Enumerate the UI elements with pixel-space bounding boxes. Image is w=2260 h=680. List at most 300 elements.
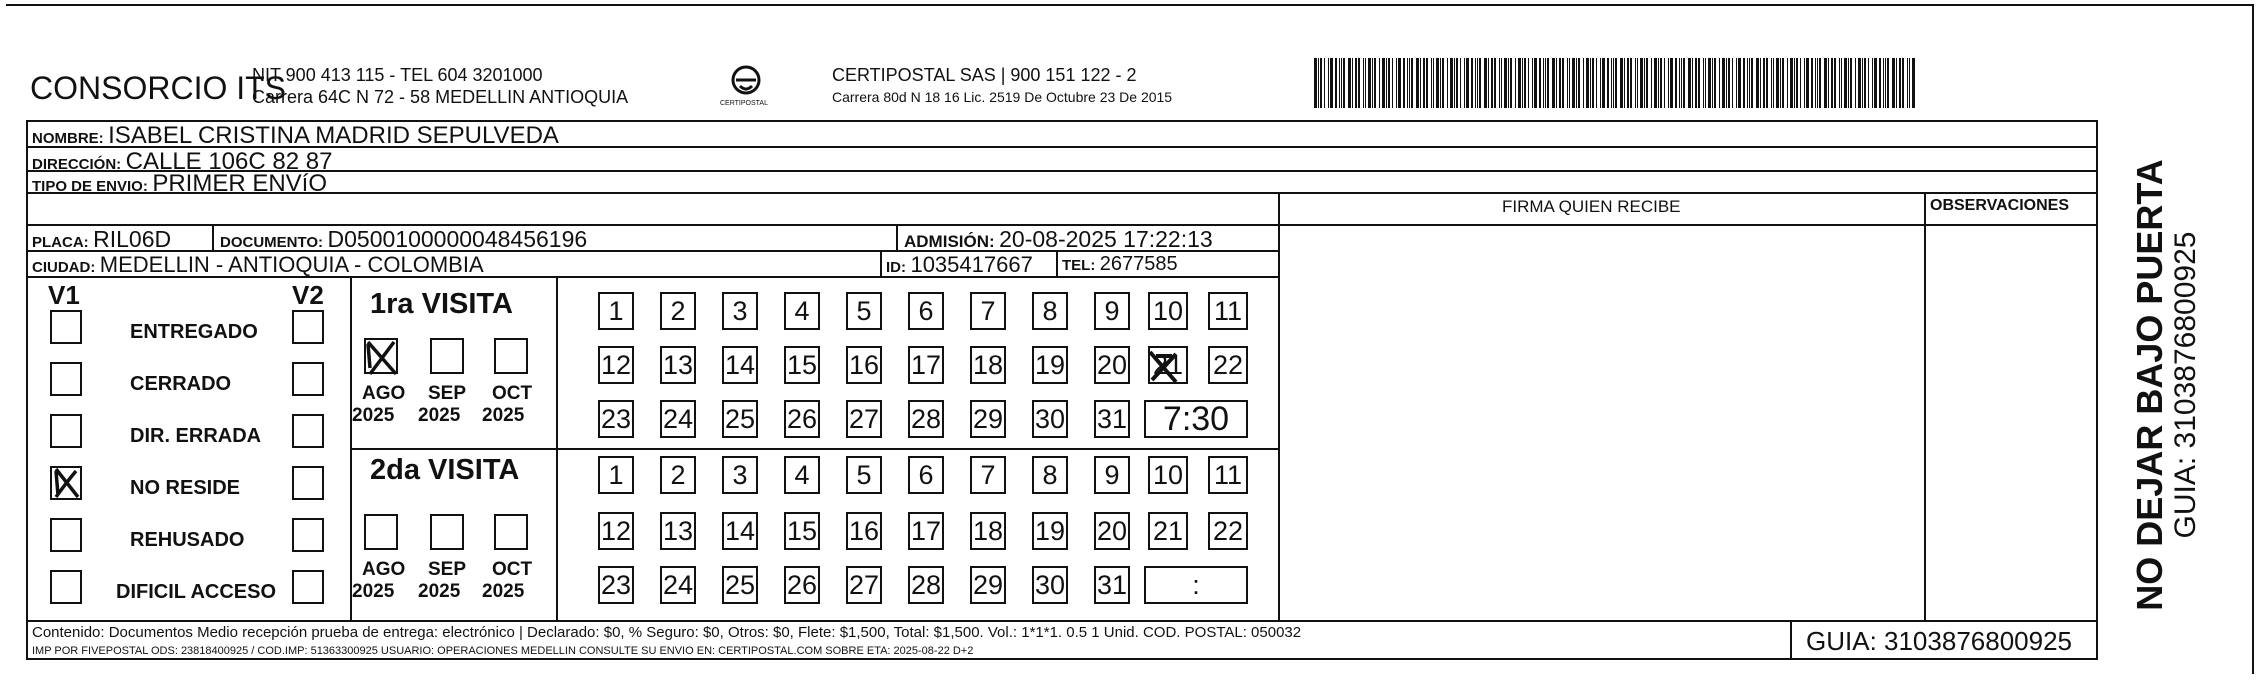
barcode-bar: [1440, 58, 1441, 108]
barcode-bar: [1409, 58, 1410, 108]
barcode-bar: [1607, 58, 1609, 108]
direccion-label: DIRECCIÓN:: [32, 156, 122, 173]
barcode-bar: [1637, 58, 1638, 108]
check-mark-no-reside: [50, 465, 84, 501]
v1-checkbox[interactable]: [50, 518, 82, 552]
day-box[interactable]: 31: [1094, 400, 1130, 438]
barcode-bar: [1528, 58, 1529, 108]
barcode-bar: [1534, 58, 1537, 108]
barcode-bar: [1912, 58, 1915, 108]
day-box[interactable]: 24: [660, 400, 696, 438]
barcode-bar: [1800, 58, 1801, 108]
day-box[interactable]: 2: [660, 292, 696, 330]
barcode-bar: [1899, 58, 1901, 108]
barcode-bar: [1794, 58, 1795, 108]
barcode-bar: [1392, 58, 1393, 108]
ciudad-value: MEDELLIN - ANTIOQUIA - COLOMBIA: [99, 252, 484, 277]
month-checkbox[interactable]: [494, 338, 528, 374]
v1-checkbox[interactable]: [50, 414, 82, 448]
barcode-bar: [1475, 58, 1476, 108]
barcode-bar: [1824, 58, 1827, 108]
barcode-bar: [1433, 58, 1434, 108]
day-box[interactable]: 21: [1148, 512, 1188, 550]
barcode-bar: [1436, 58, 1439, 108]
status-label: ENTREGADO: [130, 321, 258, 343]
barcode-bar: [1850, 58, 1852, 108]
barcode-bar: [1556, 58, 1557, 108]
v2-checkbox[interactable]: [292, 414, 324, 448]
day-box[interactable]: 13: [660, 512, 696, 550]
day-box[interactable]: 6: [908, 292, 944, 330]
observaciones-header: OBSERVACIONES: [1930, 197, 2069, 214]
barcode-bar: [1314, 58, 1317, 108]
day-box[interactable]: 6: [908, 456, 944, 494]
month-checkbox[interactable]: [494, 514, 528, 550]
v2-checkbox[interactable]: [292, 310, 324, 344]
barcode-bar: [1600, 58, 1601, 108]
barcode-bar: [1552, 58, 1555, 108]
barcode-bar: [1714, 58, 1716, 108]
barcode-bar: [1834, 58, 1836, 108]
v2-checkbox[interactable]: [292, 570, 324, 604]
day-box[interactable]: 14: [722, 346, 758, 384]
barcode-bar: [1864, 58, 1866, 108]
day-box[interactable]: 16: [846, 512, 882, 550]
day-box[interactable]: 20: [1094, 346, 1130, 384]
day-box[interactable]: 27: [846, 566, 882, 604]
barcode-bar: [1708, 58, 1711, 108]
barcode-bar: [1328, 58, 1329, 108]
barcode-bar: [1611, 58, 1612, 108]
barcode-bar: [1790, 58, 1793, 108]
barcode-bar: [1460, 58, 1461, 108]
footer-guia: GUIA: 3103876800925: [1806, 626, 2072, 656]
check-mark-ago: [362, 338, 402, 378]
barcode-bar: [1766, 58, 1768, 108]
barcode-bar: [1365, 58, 1366, 108]
barcode-bar: [1547, 58, 1549, 108]
barcode-bar: [1572, 58, 1575, 108]
day-box[interactable]: 5: [846, 292, 882, 330]
placa-label: PLACA:: [32, 234, 89, 251]
barcode-bar: [1407, 58, 1408, 108]
barcode-bar: [1499, 58, 1500, 108]
barcode-bar: [1817, 58, 1818, 108]
barcode-bar: [1488, 58, 1489, 108]
firma-header: FIRMA QUIEN RECIBE: [1502, 197, 1681, 216]
barcode-bar: [1747, 58, 1748, 108]
day-box[interactable]: 25: [722, 566, 758, 604]
barcode-bar: [1703, 58, 1704, 108]
certipostal-logo: [716, 62, 776, 114]
day-box[interactable]: 16: [846, 346, 882, 384]
day-box[interactable]: 10: [1148, 456, 1188, 494]
day-box[interactable]: 4: [784, 456, 820, 494]
barcode-bar: [1613, 58, 1614, 108]
barcode-bar: [1675, 58, 1677, 108]
certipostal-name: CERTIPOSTAL SAS | 900 151 122 - 2: [832, 65, 1137, 85]
day-box[interactable]: 13: [660, 346, 696, 384]
direccion-value: CALLE 106C 82 87: [125, 148, 333, 175]
v1-checkbox[interactable]: [50, 362, 82, 396]
barcode-bar: [1773, 58, 1774, 108]
barcode-bar: [1862, 58, 1863, 108]
barcode-bar: [1339, 58, 1340, 108]
barcode-bar: [1749, 58, 1750, 108]
barcode-bar: [1670, 58, 1673, 108]
side-warning: NO DEJAR BAJO PUERTA: [2129, 159, 2170, 611]
day-box[interactable]: 27: [846, 400, 882, 438]
day-box[interactable]: 10: [1148, 292, 1188, 330]
barcode-bar: [1782, 58, 1784, 108]
barcode-bar: [1831, 58, 1833, 108]
barcode-bar: [1379, 58, 1380, 108]
day-box[interactable]: 5: [846, 456, 882, 494]
barcode-bar: [1738, 58, 1741, 108]
month-label: AGO: [362, 383, 406, 404]
barcode-bar: [1654, 58, 1657, 108]
time-box[interactable]: :: [1144, 566, 1248, 604]
month-label: AGO: [362, 559, 406, 580]
barcode-bar: [1431, 58, 1432, 108]
barcode-bar: [1491, 58, 1493, 108]
company-name: CONSORCIO ITS: [30, 70, 287, 106]
barcode-bar: [1806, 58, 1809, 108]
barcode-bar: [1484, 58, 1487, 108]
logo-text: CERTIPOSTAL: [720, 100, 768, 107]
barcode: [1314, 58, 1928, 108]
certipostal-license: Carrera 80d N 18 16 Lic. 2519 De Octubre 23 De 2015: [832, 89, 1173, 105]
day-box[interactable]: 26: [784, 566, 820, 604]
barcode-bar: [1341, 58, 1342, 108]
barcode-bar: [1355, 58, 1357, 108]
barcode-bar: [1751, 58, 1753, 108]
barcode-bar: [1811, 58, 1813, 108]
day-box[interactable]: 28: [908, 400, 944, 438]
barcode-bar: [1479, 58, 1481, 108]
barcode-bar: [1855, 58, 1856, 108]
barcode-bar: [1804, 58, 1805, 108]
day-box[interactable]: 12: [598, 512, 634, 550]
barcode-bar: [1683, 58, 1685, 108]
company-address: Carrera 64C N 72 - 58 MEDELLIN ANTIOQUIA: [252, 87, 629, 107]
barcode-bar: [1719, 58, 1720, 108]
barcode-bar: [1681, 58, 1682, 108]
tipo-value: PRIMER ENVíO: [152, 170, 328, 197]
barcode-bar: [1398, 58, 1401, 108]
barcode-bar: [1841, 58, 1842, 108]
barcode-bar: [1705, 58, 1706, 108]
status-label: DIFICIL ACCESO: [116, 581, 277, 603]
barcode-bar: [1318, 58, 1319, 108]
barcode-bar: [1819, 58, 1821, 108]
day-box[interactable]: 31: [1094, 566, 1130, 604]
ciudad-row: [32, 254, 484, 276]
barcode-bar: [1368, 58, 1371, 108]
barcode-bar: [1848, 58, 1849, 108]
barcode-bar: [1760, 58, 1761, 108]
year-label: 2025: [352, 405, 395, 426]
barcode-bar: [1844, 58, 1847, 108]
barcode-bar: [1524, 58, 1526, 108]
year-label: 2025: [482, 581, 525, 602]
barcode-bar: [1688, 58, 1691, 108]
barcode-bar: [1658, 58, 1659, 108]
barcode-bar: [1330, 58, 1333, 108]
barcode-bar: [1583, 58, 1584, 108]
barcode-bar: [1442, 58, 1444, 108]
day-box[interactable]: 7: [970, 456, 1006, 494]
barcode-bar: [1858, 58, 1861, 108]
barcode-bar: [1494, 58, 1496, 108]
barcode-bar: [1651, 58, 1652, 108]
barcode-bar: [1456, 58, 1458, 108]
day-box[interactable]: 18: [970, 346, 1006, 384]
barcode-bar: [1620, 58, 1623, 108]
day-box[interactable]: 3: [722, 456, 758, 494]
side-guia: GUIA: 3103876800925: [2169, 231, 2202, 539]
day-box[interactable]: 9: [1094, 292, 1130, 330]
v2-checkbox[interactable]: [292, 466, 324, 500]
day-box[interactable]: 23: [598, 400, 634, 438]
barcode-bar: [1454, 58, 1455, 108]
barcode-bar: [1743, 58, 1745, 108]
barcode-bar: [1508, 58, 1509, 108]
barcode-bar: [1885, 58, 1886, 108]
barcode-bar: [1627, 58, 1629, 108]
placa-row: [32, 228, 171, 251]
v2-checkbox[interactable]: [292, 362, 324, 396]
barcode-bar: [1374, 58, 1376, 108]
month-label: SEP: [428, 383, 467, 404]
nombre-value: ISABEL CRISTINA MADRID SEPULVEDA: [108, 122, 559, 149]
day-box[interactable]: 22: [1208, 346, 1248, 384]
day-box[interactable]: 30: [1032, 566, 1068, 604]
day-box[interactable]: 28: [908, 566, 944, 604]
company-nit: NIT 900 413 115 - TEL 604 3201000: [252, 65, 543, 85]
barcode-bar: [1324, 58, 1325, 108]
barcode-bar: [1771, 58, 1772, 108]
barcode-bar: [1756, 58, 1759, 108]
barcode-bar: [1879, 58, 1881, 108]
time-box[interactable]: 7:30: [1144, 400, 1248, 438]
tel-label: TEL:: [1062, 257, 1096, 274]
barcode-bar: [1532, 58, 1533, 108]
barcode-bar: [1343, 58, 1345, 108]
v2-checkbox[interactable]: [292, 518, 324, 552]
first-visit-title: 1ra VISITA: [370, 288, 513, 320]
admision-row: [904, 228, 1213, 251]
barcode-bar: [1722, 58, 1725, 108]
barcode-bar: [1646, 58, 1648, 108]
barcode-bar: [1660, 58, 1662, 108]
barcode-bar: [1726, 58, 1727, 108]
barcode-bar: [1396, 58, 1397, 108]
status-label: NO RESIDE: [130, 477, 241, 499]
barcode-bar: [1515, 58, 1516, 108]
barcode-bar: [1635, 58, 1636, 108]
day-box[interactable]: 26: [784, 400, 820, 438]
day-box[interactable]: 17: [908, 346, 944, 384]
barcode-bar: [1780, 58, 1781, 108]
day-box[interactable]: 21: [1148, 346, 1188, 384]
barcode-bar: [1732, 58, 1733, 108]
day-box[interactable]: 12: [598, 346, 634, 384]
barcode-bar: [1423, 58, 1425, 108]
status-label: DIR. ERRADA: [130, 425, 262, 447]
barcode-bar: [1559, 58, 1561, 108]
barcode-bar: [1320, 58, 1322, 108]
year-label: 2025: [352, 581, 395, 602]
day-box[interactable]: 3: [722, 292, 758, 330]
day-box[interactable]: 30: [1032, 400, 1068, 438]
month-checkbox[interactable]: [430, 514, 464, 550]
year-label: 2025: [482, 405, 525, 426]
barcode-bar: [1874, 58, 1877, 108]
barcode-bar: [1776, 58, 1779, 108]
month-label: OCT: [492, 559, 533, 580]
documento-value: D0500100000048456196: [327, 226, 588, 252]
day-box[interactable]: 7: [970, 292, 1006, 330]
day-box[interactable]: 19: [1032, 512, 1068, 550]
day-box[interactable]: 18: [970, 512, 1006, 550]
v1-checkbox[interactable]: [50, 310, 82, 344]
day-box[interactable]: 22: [1208, 512, 1248, 550]
day-box[interactable]: 11: [1208, 456, 1248, 494]
documento-row: [220, 228, 587, 251]
barcode-bar: [1510, 58, 1512, 108]
footer-print-info: IMP POR FIVEPOSTAL ODS: 23818400925 / COD.IMP: 51363300925 USUARIO: OPERACIONES MEDELLIN CONSULTE SU ENVIO EN: CERTIPOSTAL.COM SOBRE ETA: 2025-08-22 D+2: [32, 645, 974, 657]
tel-row: [1062, 254, 1178, 274]
month-label: OCT: [492, 383, 533, 404]
day-box[interactable]: 14: [722, 512, 758, 550]
barcode-bar: [1868, 58, 1869, 108]
barcode-bar: [1887, 58, 1889, 108]
day-box[interactable]: 29: [970, 566, 1006, 604]
day-box[interactable]: 8: [1032, 292, 1068, 330]
status-label: REHUSADO: [130, 529, 245, 551]
month-checkbox[interactable]: [430, 338, 464, 374]
barcode-bar: [1892, 58, 1895, 108]
barcode-bar: [1386, 58, 1387, 108]
day-box[interactable]: 23: [598, 566, 634, 604]
barcode-bar: [1348, 58, 1351, 108]
tipo-label: TIPO DE ENVIO:: [32, 178, 148, 195]
barcode-bar: [1664, 58, 1665, 108]
barcode-bar: [1896, 58, 1897, 108]
barcode-bar: [1615, 58, 1617, 108]
barcode-bar: [1644, 58, 1645, 108]
day-box[interactable]: 15: [784, 346, 820, 384]
barcode-bar: [1640, 58, 1643, 108]
day-box[interactable]: 25: [722, 400, 758, 438]
barcode-bar: [1388, 58, 1390, 108]
barcode-bar: [1624, 58, 1625, 108]
barcode-bar: [1352, 58, 1353, 108]
day-box[interactable]: 29: [970, 400, 1006, 438]
barcode-bar: [1883, 58, 1884, 108]
barcode-bar: [1815, 58, 1816, 108]
barcode-bar: [1695, 58, 1697, 108]
barcode-bar: [1382, 58, 1385, 108]
barcode-bar: [1872, 58, 1873, 108]
barcode-bar: [1358, 58, 1360, 108]
barcode-bar: [1567, 58, 1568, 108]
year-label: 2025: [418, 581, 461, 602]
day-box[interactable]: 4: [784, 292, 820, 330]
barcode-bar: [1518, 58, 1521, 108]
barcode-bar: [1335, 58, 1337, 108]
day-box[interactable]: 20: [1094, 512, 1130, 550]
barcode-bar: [1679, 58, 1680, 108]
barcode-bar: [1787, 58, 1788, 108]
barcode-bar: [1501, 58, 1502, 108]
day-box[interactable]: 1: [598, 456, 634, 494]
barcode-bar: [1586, 58, 1589, 108]
barcode-bar: [1466, 58, 1469, 108]
barcode-bar: [1839, 58, 1840, 108]
barcode-bar: [1592, 58, 1594, 108]
id-row: [886, 254, 1033, 276]
ciudad-label: CIUDAD:: [32, 259, 96, 276]
day-box[interactable]: 2: [660, 456, 696, 494]
barcode-bar: [1828, 58, 1829, 108]
barcode-bar: [1692, 58, 1693, 108]
barcode-bar: [1522, 58, 1523, 108]
documento-label: DOCUMENTO:: [220, 234, 324, 251]
day-box[interactable]: 19: [1032, 346, 1068, 384]
barcode-bar: [1596, 58, 1597, 108]
barcode-bar: [1539, 58, 1541, 108]
placa-value: RIL06D: [93, 226, 172, 252]
barcode-bar: [1907, 58, 1908, 108]
month-checkbox[interactable]: [364, 514, 398, 550]
barcode-bar: [1728, 58, 1730, 108]
barcode-bar: [1420, 58, 1421, 108]
day-box[interactable]: 17: [908, 512, 944, 550]
v1-label: V1: [48, 280, 80, 310]
barcode-bar: [1504, 58, 1507, 108]
nombre-label: NOMBRE:: [32, 130, 104, 147]
barcode-bar: [1450, 58, 1453, 108]
barcode-bar: [1736, 58, 1737, 108]
day-box[interactable]: 8: [1032, 456, 1068, 494]
v1-checkbox[interactable]: [50, 570, 82, 604]
barcode-bar: [1578, 58, 1580, 108]
barcode-bar: [1464, 58, 1465, 108]
day-box[interactable]: 9: [1094, 456, 1130, 494]
barcode-bar: [1477, 58, 1478, 108]
barcode-bar: [1712, 58, 1713, 108]
day-box[interactable]: 15: [784, 512, 820, 550]
barcode-bar: [1796, 58, 1798, 108]
barcode-bar: [1403, 58, 1405, 108]
nombre-row: [32, 124, 559, 148]
admision-label: ADMISIÓN:: [904, 232, 995, 251]
barcode-bar: [1590, 58, 1591, 108]
day-box[interactable]: 11: [1208, 292, 1248, 330]
barcode-bar: [1569, 58, 1570, 108]
day-box[interactable]: 24: [660, 566, 696, 604]
barcode-bar: [1602, 58, 1605, 108]
barcode-bar: [1545, 58, 1546, 108]
day-box[interactable]: 1: [598, 292, 634, 330]
barcode-bar: [1909, 58, 1910, 108]
tel-value: 2677585: [1099, 253, 1178, 275]
tipo-row: [32, 172, 327, 196]
admision-value: 20-08-2025 17:22:13: [999, 226, 1213, 252]
month-label: SEP: [428, 559, 467, 580]
